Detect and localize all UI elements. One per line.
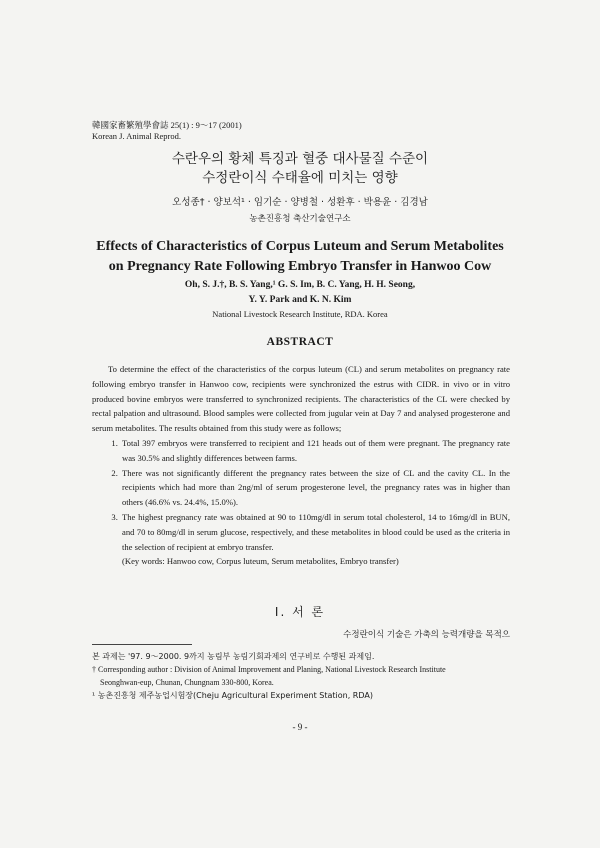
result-item-2: 2. There was not significantly different the pregnancy rates between the size of CL and the cavity CL. In the recipients which had more than 2ng/ml of serum progesterone level, the pregnancy rates was in higher than others (46.6% vs. 24.4%, 15.0%). [120, 466, 510, 510]
result-item-3: 3. The highest pregnancy rate was obtained at 90 to 110mg/dl in serum total cholesterol, 14 to 16mg/dl in BUN, and 70 to 80mg/dl in serum glucose, respectively, and these metabolites in blood could be used as the criteria in the selection of recipient at embryo transfer. [120, 510, 510, 554]
journal-citation [92, 120, 242, 142]
introduction-first-line: 수정란이식 기술은 가축의 능력개량을 목적으 [343, 630, 510, 640]
footnote-corresponding-author: † Corresponding author : Division of Animal Improvement and Planing, National Livestock Research Institute [92, 665, 446, 674]
section-heading-introduction: Ⅰ. 서 론 [274, 605, 326, 619]
footnote-corresponding-address: Seonghwan-eup, Chunan, Chungnam 330-800, Korea. [100, 678, 274, 687]
korean-title [0, 150, 600, 188]
korean-authors: 오성종† · 양보석¹ · 임기순 · 양병철 · 성환후 · 박용윤 · 김경남 [172, 197, 428, 208]
page-number: - 9 - [292, 722, 308, 732]
abstract-heading: ABSTRACT [266, 336, 334, 348]
abstract-body [92, 362, 510, 569]
english-authors-line-2: Y. Y. Park and K. N. Kim [248, 295, 352, 305]
footnote-funding: 본 과제는 '97. 9～2000. 9까지 농림부 농림기회과제의 연구비로 수행된 과제임. [92, 652, 375, 661]
english-title [0, 237, 600, 277]
result-item-1: 1. Total 397 embryos were transferred to recipient and 121 heads out of them were pregnant. The pregnancy rate was 30.5% and slightly differences between farms. [120, 436, 510, 466]
footnote-divider [92, 644, 192, 645]
journal-name-ko: 韓國家畜繁殖學會誌 25(1) : 9～17 (2001) [92, 120, 242, 130]
english-authors [0, 278, 600, 308]
english-title-line-1: Effects of Characteristics of Corpus Luteum and Serum Metabolites [96, 239, 504, 254]
keywords: (Key words: Hanwoo cow, Corpus luteum, Serum metabolites, Embryo transfer) [122, 556, 399, 567]
results-list [92, 436, 510, 554]
journal-name-en: Korean J. Animal Reprod. [92, 131, 181, 141]
korean-institution: 농촌진흥청 축산기술연구소 [249, 214, 351, 224]
footnotes [92, 650, 512, 702]
abstract-paragraph: To determine the effect of the characteristics of the corpus luteum (CL) and serum metabolites on pregnancy rate following embryo transfer in Hanwoo cow, recipients were synchronized the estrus with CIDR. in vivo or in vitro produced bovine embryos were transferred to synchronized recipients. The characteristics of the CL were checked by rectal palpation and ultrasound. Blood samples were collected from jugular vein at Day 7 and analysed progesterone and serum metabolites. The results obtained from this study were as follows; [92, 364, 510, 434]
korean-title-line-2: 수정란이식 수태율에 미치는 영향 [202, 170, 398, 186]
footnote-affiliation: ¹ 농촌진흥청 제주농업시험장(Cheju Agricultural Experiment Station, RDA) [92, 691, 373, 700]
korean-title-line-1: 수란우의 황체 특징과 혈중 대사물질 수준이 [171, 151, 429, 167]
english-authors-line-1: Oh, S. J.†, B. S. Yang,¹ G. S. Im, B. C. Yang, H. H. Seong, [184, 280, 416, 290]
english-institution: National Livestock Research Institute, RDA. Korea [212, 309, 388, 319]
english-title-line-2: on Pregnancy Rate Following Embryo Transfer in Hanwoo Cow [108, 259, 492, 274]
